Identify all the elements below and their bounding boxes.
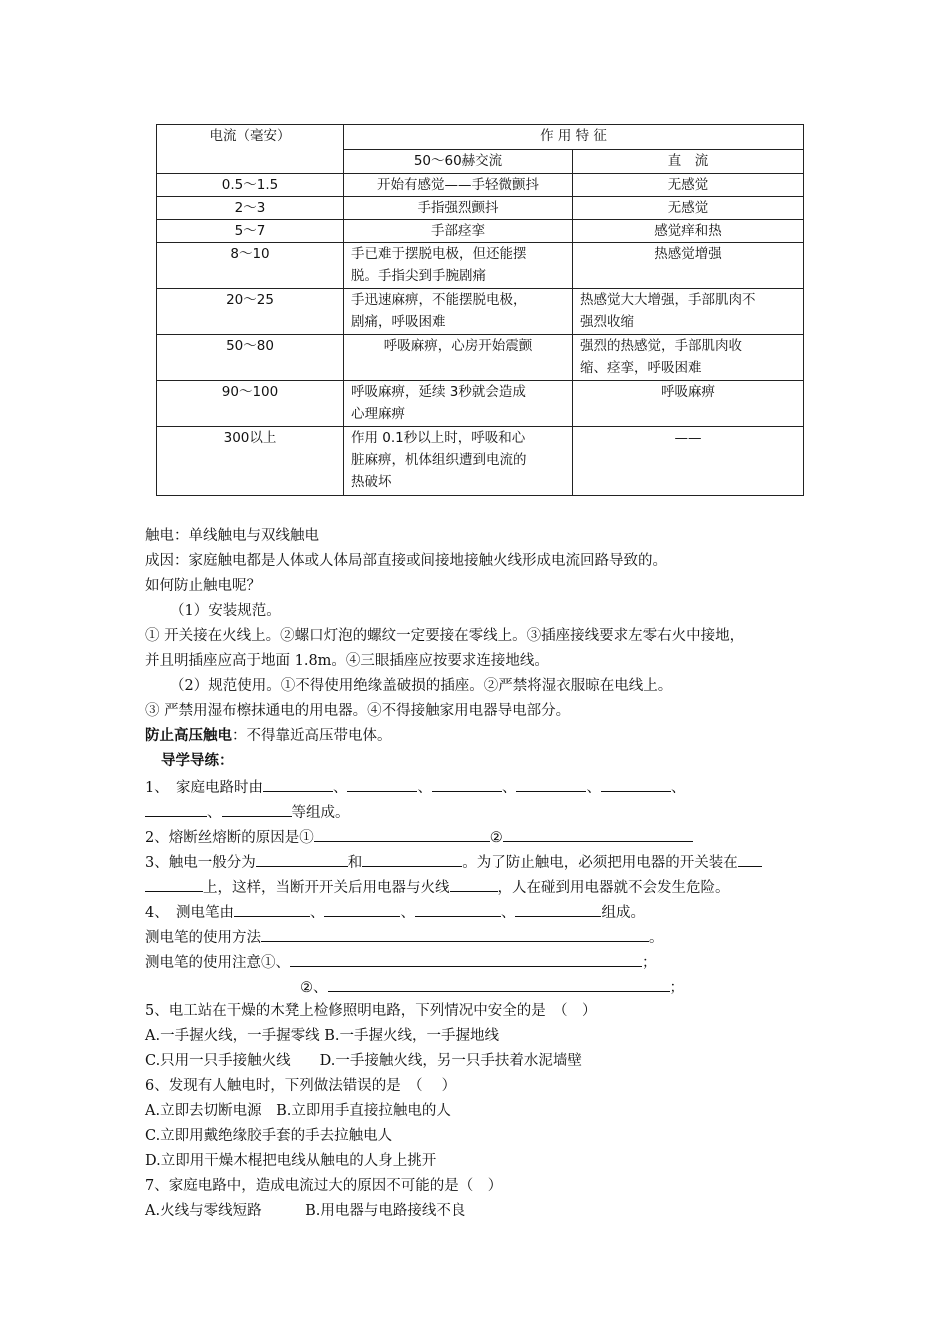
option-line: C.只用一只手接触火线 D.一手接触火线，另一只手扶着水泥墙壁: [145, 1053, 582, 1069]
question-text: 测电笔的使用注意①、: [145, 955, 290, 971]
current-effect-table: [156, 124, 804, 496]
cell-ac: 开始有感觉——手轻微颤抖: [344, 174, 573, 197]
question-4-note-2: [300, 976, 950, 998]
table-row: [157, 243, 804, 289]
text-line: 成因：家庭触电都是人体或人体局部直接或间接地接触火线形成电流回路导致的。: [145, 553, 667, 569]
question-text: 4、 测电笔由: [145, 905, 234, 921]
blank[interactable]: [516, 776, 586, 792]
cell-ac: [344, 243, 573, 289]
cell-ac: 手指强烈颤抖: [344, 197, 573, 220]
blank[interactable]: [347, 776, 417, 792]
cell-line: 心理麻痹: [351, 406, 405, 422]
question-text: 和: [347, 855, 363, 871]
question-text: 3、触电一般分为: [145, 855, 256, 871]
table-row: [157, 197, 804, 220]
cell-current: 50～80: [157, 335, 344, 381]
blank[interactable]: [222, 801, 292, 817]
blank[interactable]: [145, 876, 203, 892]
blank[interactable]: [415, 901, 501, 917]
separator: 、: [400, 905, 415, 921]
section-heading: 导学导练：: [161, 752, 234, 769]
question-text: ；: [642, 955, 657, 971]
text-line: ③ 严禁用湿布檫抹通电的用电器。④不得接触家用电器导电部分。: [145, 703, 571, 719]
question-text: 2、熔断丝熔断的原因是①: [145, 830, 314, 846]
blank[interactable]: [362, 851, 462, 867]
question-4: [145, 901, 815, 923]
table-header-row: [157, 125, 804, 150]
cell-dc: 感觉痒和热: [573, 220, 804, 243]
question-text: ②、: [300, 980, 328, 996]
cell-ac: 呼吸麻痹，心房开始震颤: [344, 335, 573, 381]
question-5: 5、电工站在干燥的木凳上检修照明电路，下列情况中安全的是 （ ）: [145, 1003, 597, 1019]
subheader-dc: 直 流: [573, 150, 804, 174]
subheader-ac: 50～60赫交流: [344, 150, 573, 174]
blank[interactable]: [328, 976, 670, 992]
blank[interactable]: [263, 776, 333, 792]
blank[interactable]: [261, 926, 649, 942]
cell-dc: 呼吸麻痹: [573, 381, 804, 427]
blank[interactable]: [432, 776, 502, 792]
question-1: [145, 776, 815, 798]
option-line: A.火线与零线短路 B.用电器与电路接线不良: [145, 1203, 466, 1219]
table-row: [157, 381, 804, 427]
text-line: [145, 726, 815, 746]
cell-dc: [573, 335, 804, 381]
blank[interactable]: [324, 901, 400, 917]
cell-line: 热破坏: [351, 474, 392, 490]
question-text: 等组成。: [291, 805, 350, 821]
text-line: 触电：单线触电与双线触电: [145, 528, 319, 544]
question-7: 7、家庭电路中，造成电流过大的原因不可能的是（ ）: [145, 1178, 503, 1194]
table-row: [157, 335, 804, 381]
cell-current: 300以上: [157, 427, 344, 496]
separator: 、: [332, 780, 348, 796]
question-text: 组成。: [601, 905, 645, 921]
question-2: [145, 826, 815, 848]
cell-line: 热感觉大大增强，手部肌肉不: [580, 292, 756, 308]
question-6: 6、发现有人触电时，下列做法错误的是 （ ）: [145, 1078, 457, 1094]
text-line: 并且明插座应高于地面 1.8m。④三眼插座应按要求连接地线。: [145, 653, 549, 669]
cell-dc: [573, 289, 804, 335]
blank[interactable]: [738, 851, 762, 867]
cell-line: 作用 0.1秒以上时，呼吸和心: [351, 430, 526, 446]
text-line: （1）安装规范。: [170, 603, 281, 619]
cell-line: 脱。手指尖到手腕剧痛: [351, 268, 486, 284]
blank[interactable]: [515, 901, 601, 917]
question-text: 测电笔的使用方法: [145, 930, 261, 946]
table-row: [157, 174, 804, 197]
text-run: ：不得靠近高压带电体。: [232, 728, 392, 744]
separator: 、: [207, 805, 222, 821]
cell-dc: ——: [573, 427, 804, 496]
cell-current: 20～25: [157, 289, 344, 335]
option-line: A.一手握火线，一手握零线 B.一手握火线，一手握地线: [145, 1028, 499, 1044]
cell-ac: 手部痉挛: [344, 220, 573, 243]
bold-term: 防止高压触电: [145, 727, 232, 744]
cell-dc: 无感觉: [573, 197, 804, 220]
question-text: ；: [669, 980, 684, 996]
blank[interactable]: [145, 801, 207, 817]
blank[interactable]: [503, 826, 693, 842]
cell-dc: 无感觉: [573, 174, 804, 197]
question-4-method: [145, 926, 815, 948]
option-line: A.立即去切断电源 B.立即用手直接拉触电的人: [145, 1103, 451, 1119]
cell-line: 缩、痉挛，呼吸困难: [580, 360, 702, 376]
question-text: 上，这样，当断开开关后用电器与火线: [203, 880, 450, 896]
cell-line: 强烈的热感觉，手部肌肉收: [580, 338, 742, 354]
cell-current: 90～100: [157, 381, 344, 427]
cell-line: 手迅速麻痹，不能摆脱电极，: [351, 292, 527, 308]
cell-current: 0.5～1.5: [157, 174, 344, 197]
question-1-cont: [145, 801, 815, 823]
cell-line: 手已难于摆脱电极，但还能摆: [351, 246, 527, 262]
text-line: （2）规范使用。①不得使用绝缘盖破损的插座。②严禁将湿衣服晾在电线上。: [170, 678, 673, 694]
table-row: [157, 289, 804, 335]
question-3: [145, 851, 815, 873]
separator: 、: [500, 905, 516, 921]
blank[interactable]: [314, 826, 490, 842]
cell-ac: [344, 381, 573, 427]
cell-current: 5～7: [157, 220, 344, 243]
blank[interactable]: [450, 876, 498, 892]
blank[interactable]: [234, 901, 310, 917]
cell-line: 呼吸麻痹，延续 3秒就会造成: [351, 384, 526, 400]
blank[interactable]: [601, 776, 671, 792]
separator: 、: [309, 905, 325, 921]
option-line: D.立即用干燥木棍把电线从触电的人身上挑开: [145, 1153, 437, 1169]
question-3-cont: [145, 876, 815, 898]
text-line: 如何防止触电呢？: [145, 578, 261, 594]
header-effect: 作 用 特 征: [344, 125, 804, 150]
option-line: C.立即用戴绝缘胶手套的手去拉触电人: [145, 1128, 393, 1144]
header-current: 电流（毫安）: [157, 125, 344, 174]
text-line: ① 开关接在火线上。②螺口灯泡的螺纹一定要接在零线上。③插座接线要求左零右火中接地，: [145, 628, 745, 644]
separator: 、: [586, 780, 601, 796]
blank[interactable]: [256, 851, 348, 867]
separator: 、: [501, 780, 517, 796]
separator: 、: [670, 780, 686, 796]
cell-line: 脏麻痹，机体组织遭到电流的: [351, 452, 527, 468]
cell-line: 强烈收缩: [580, 314, 634, 330]
question-text: 1、 家庭电路时由: [145, 780, 263, 796]
cell-ac: [344, 289, 573, 335]
cell-dc: 热感觉增强: [573, 243, 804, 289]
separator: 、: [417, 780, 432, 796]
cell-current: 8～10: [157, 243, 344, 289]
question-text: ②: [489, 830, 503, 846]
question-text: 。: [649, 930, 664, 946]
question-text: 。为了防止触电，必须把用电器的开关装在: [462, 855, 738, 871]
cell-current: 2～3: [157, 197, 344, 220]
cell-ac: [344, 427, 573, 496]
table-row: [157, 427, 804, 496]
table-row: [157, 220, 804, 243]
blank[interactable]: [290, 951, 642, 967]
question-4-note-1: [145, 951, 815, 973]
question-text: ，人在碰到用电器就不会发生危险。: [497, 880, 730, 896]
cell-line: 剧痛，呼吸困难: [351, 314, 446, 330]
